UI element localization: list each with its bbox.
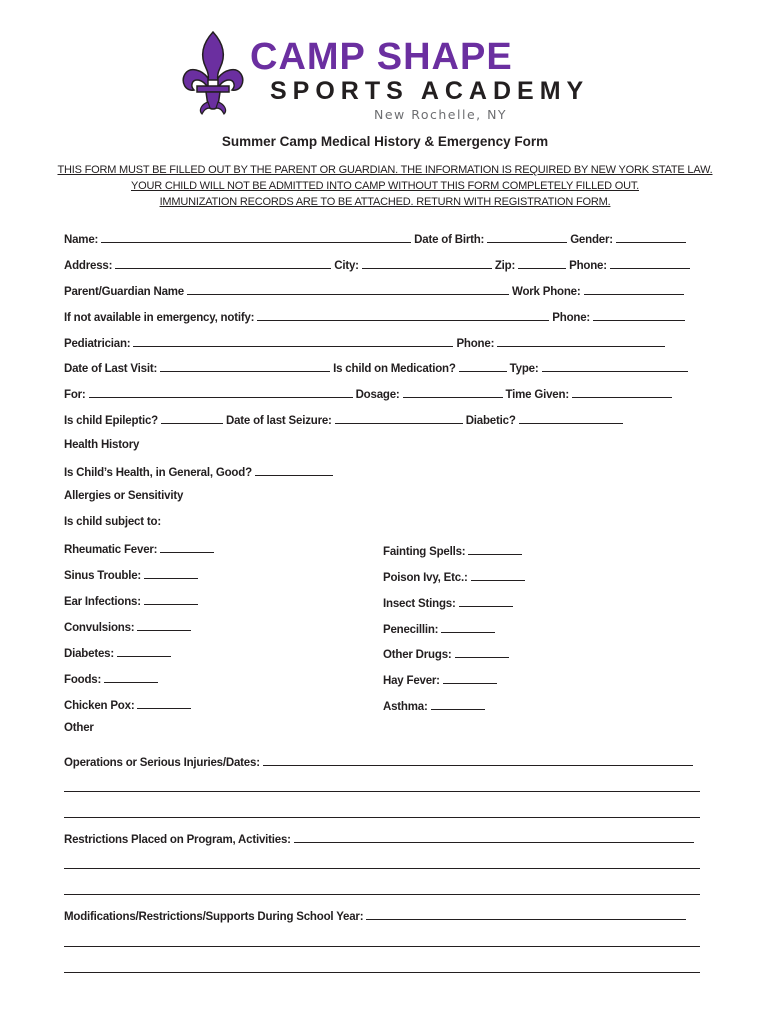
camp-logo xyxy=(180,30,600,125)
last-seizure-field[interactable] xyxy=(335,412,463,424)
condition-field[interactable] xyxy=(471,569,525,581)
condition-label: Sinus Trouble: xyxy=(64,570,142,582)
emergency-label: If not available in emergency, notify: xyxy=(64,312,255,324)
dob-label: Date of Birth: xyxy=(414,234,485,246)
diabetic-label: Diabetic? xyxy=(465,415,516,427)
row-last-visit xyxy=(64,360,691,376)
name-field[interactable] xyxy=(101,231,411,243)
condition-label: Penecillin: xyxy=(383,624,439,636)
phone-label: Phone: xyxy=(569,260,607,272)
condition-label: Rheumatic Fever: xyxy=(64,544,158,556)
emergency-phone-label: Phone: xyxy=(552,312,591,324)
time-given-label: Time Given: xyxy=(505,389,569,401)
condition-label: Hay Fever: xyxy=(383,675,440,687)
condition-field[interactable] xyxy=(137,619,191,631)
last-seizure-label: Date of last Seizure: xyxy=(225,415,332,427)
phone-field[interactable] xyxy=(610,257,690,269)
condition-label: Other Drugs: xyxy=(383,649,452,661)
condition-label: Chicken Pox: xyxy=(64,700,135,712)
condition-label: Diabetes: xyxy=(64,648,114,660)
modifications-field[interactable] xyxy=(366,908,686,920)
row-parent xyxy=(64,283,687,299)
condition-row xyxy=(383,698,488,714)
operations-label: Operations or Serious Injuries/Dates: xyxy=(64,757,260,769)
condition-field[interactable] xyxy=(441,621,495,633)
condition-row xyxy=(383,569,528,585)
restrictions-field[interactable] xyxy=(294,831,694,843)
condition-row xyxy=(64,593,201,609)
epileptic-label: Is child Epileptic? xyxy=(64,415,158,427)
condition-label: Poison Ivy, Etc.: xyxy=(383,572,468,584)
form-title: Summer Camp Medical History & Emergency Form xyxy=(221,134,549,149)
row-emergency xyxy=(64,309,688,325)
dosage-field[interactable] xyxy=(403,386,503,398)
condition-label: Insect Stings: xyxy=(383,598,456,610)
row-dosage xyxy=(64,386,675,402)
parent-field[interactable] xyxy=(187,283,509,295)
general-health-label: Is Child’s Health, in General, Good? xyxy=(64,467,252,479)
zip-field[interactable] xyxy=(518,257,566,269)
operations-line-2[interactable] xyxy=(64,791,700,792)
modifications-label: Modifications/Restrictions/Supports During School Year: xyxy=(64,911,364,923)
row-restrictions xyxy=(64,831,697,847)
condition-field[interactable] xyxy=(104,671,158,683)
condition-row xyxy=(64,619,194,635)
row-modifications xyxy=(64,908,689,924)
medication-field[interactable] xyxy=(459,360,507,372)
last-visit-field[interactable] xyxy=(160,360,330,372)
city-label: City: xyxy=(334,260,359,272)
last-visit-label: Date of Last Visit: xyxy=(64,363,158,375)
condition-row xyxy=(64,645,174,661)
dosage-label: Dosage: xyxy=(355,389,400,401)
city-field[interactable] xyxy=(362,257,492,269)
work-phone-field[interactable] xyxy=(584,283,684,295)
logo-line-1: CAMP SHAPE xyxy=(250,36,513,78)
condition-field[interactable] xyxy=(459,595,513,607)
condition-field[interactable] xyxy=(431,698,485,710)
work-phone-label: Work Phone: xyxy=(512,286,581,298)
allergies-label: Allergies or Sensitivity xyxy=(64,490,184,502)
diabetic-field[interactable] xyxy=(519,412,623,424)
condition-row xyxy=(64,567,201,583)
condition-field[interactable] xyxy=(160,541,214,553)
restrictions-line-2[interactable] xyxy=(64,868,700,869)
condition-label: Fainting Spells: xyxy=(383,546,466,558)
address-label: Address: xyxy=(64,260,113,272)
condition-row xyxy=(383,646,512,662)
pediatrician-field[interactable] xyxy=(133,335,453,347)
row-general-health xyxy=(64,464,336,480)
row-operations xyxy=(64,754,696,770)
operations-field[interactable] xyxy=(263,754,693,766)
emergency-phone-field[interactable] xyxy=(593,309,685,321)
zip-label: Zip: xyxy=(494,260,516,272)
for-label: For: xyxy=(64,389,86,401)
fleur-de-lis-icon xyxy=(180,30,246,116)
general-health-field[interactable] xyxy=(255,464,333,476)
time-given-field[interactable] xyxy=(572,386,672,398)
condition-field[interactable] xyxy=(137,697,191,709)
condition-row xyxy=(383,672,500,688)
condition-row xyxy=(64,697,194,713)
logo-line-2: SPORTS ACADEMY xyxy=(270,77,590,105)
pediatrician-label: Pediatrician: xyxy=(64,338,131,350)
dob-field[interactable] xyxy=(487,231,567,243)
row-name xyxy=(64,231,689,247)
modifications-line-2[interactable] xyxy=(64,946,700,947)
for-field[interactable] xyxy=(89,386,353,398)
notice-line-1: THIS FORM MUST BE FILLED OUT BY THE PARENT OR GUARDIAN. THE INFORMATION IS REQUIRED BY NEW YORK STATE LAW. xyxy=(57,164,713,176)
condition-row xyxy=(383,621,498,637)
gender-field[interactable] xyxy=(616,231,686,243)
epileptic-field[interactable] xyxy=(161,412,223,424)
condition-label: Asthma: xyxy=(383,701,428,713)
subject-to-label: Is child subject to: xyxy=(64,516,161,528)
condition-field[interactable] xyxy=(144,593,198,605)
other-label: Other xyxy=(64,722,94,734)
name-label: Name: xyxy=(64,234,99,246)
condition-row xyxy=(64,541,217,557)
condition-label: Convulsions: xyxy=(64,622,135,634)
type-label: Type: xyxy=(509,363,539,375)
notice-line-3: IMMUNIZATION RECORDS ARE TO BE ATTACHED. RETURN WITH REGISTRATION FORM. xyxy=(159,196,611,208)
type-field[interactable] xyxy=(542,360,688,372)
condition-field[interactable] xyxy=(144,567,198,579)
condition-field[interactable] xyxy=(443,672,497,684)
modifications-line-3[interactable] xyxy=(64,972,700,973)
restrictions-line-3[interactable] xyxy=(64,894,700,895)
operations-line-3[interactable] xyxy=(64,817,700,818)
condition-label: Foods: xyxy=(64,674,102,686)
restrictions-label: Restrictions Placed on Program, Activities: xyxy=(64,834,291,846)
gender-label: Gender: xyxy=(570,234,613,246)
row-epileptic xyxy=(64,412,626,428)
condition-row xyxy=(383,595,516,611)
medication-label: Is child on Medication? xyxy=(333,363,456,375)
pediatrician-phone-label: Phone: xyxy=(456,338,495,350)
emergency-field[interactable] xyxy=(257,309,549,321)
logo-location: New Rochelle, NY xyxy=(374,107,508,122)
condition-field[interactable] xyxy=(468,543,522,555)
condition-label: Ear Infections: xyxy=(64,596,141,608)
parent-label: Parent/Guardian Name xyxy=(64,286,184,298)
health-history-heading: Health History xyxy=(64,439,140,451)
row-pediatrician xyxy=(64,335,668,351)
condition-field[interactable] xyxy=(117,645,171,657)
condition-row xyxy=(64,671,161,687)
condition-row xyxy=(383,543,525,559)
notice-line-2: YOUR CHILD WILL NOT BE ADMITTED INTO CAMP WITHOUT THIS FORM COMPLETELY FILLED OUT. xyxy=(130,180,639,192)
notice-block xyxy=(0,162,770,210)
row-address xyxy=(64,257,693,273)
pediatrician-phone-field[interactable] xyxy=(497,335,665,347)
address-field[interactable] xyxy=(115,257,331,269)
condition-field[interactable] xyxy=(455,646,509,658)
